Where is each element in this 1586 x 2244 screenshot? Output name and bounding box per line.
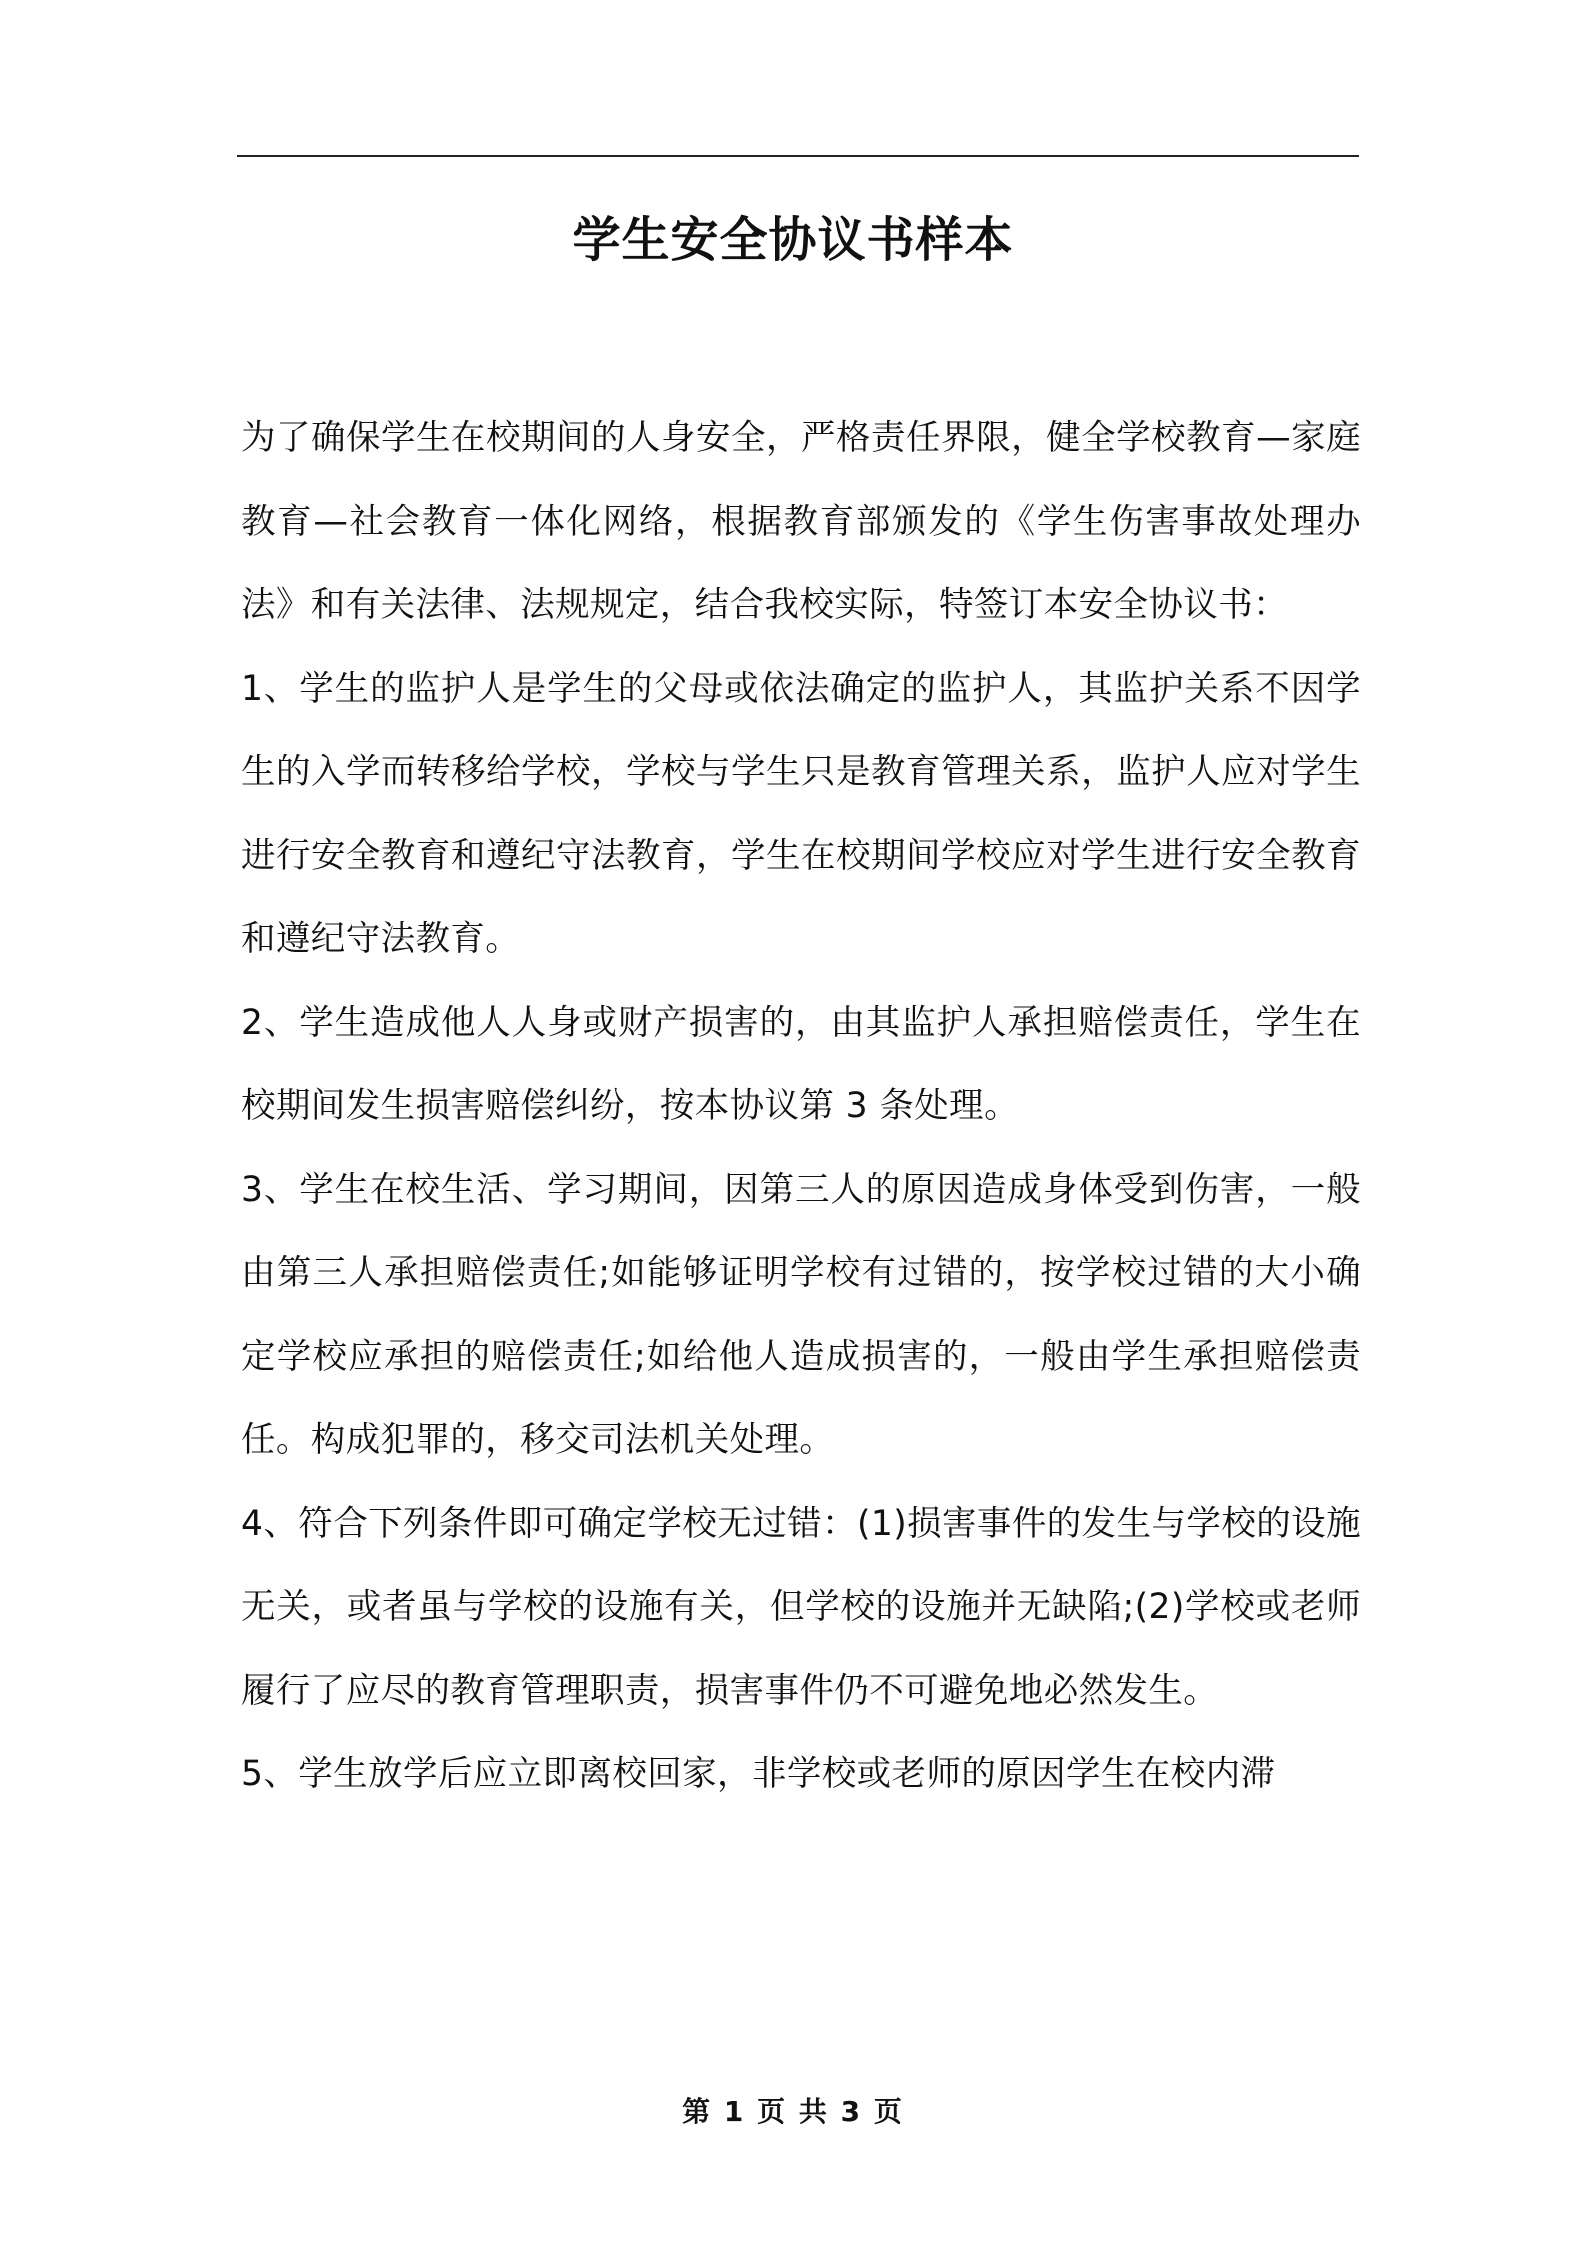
clause-5-paragraph: 5、学生放学后应立即离校回家，非学校或老师的原因学生在校内滞 (241, 1754, 1276, 1794)
header-rule (237, 155, 1359, 157)
clause-4-paragraph: 4、符合下列条件即可确定学校无过错：(1)损害事件的发生与学校的设施无关，或者虽与学校的设施有关，但学校的设施并无缺陷;(2)学校或老师履行了应尽的教育管理职责，损害事件仍不可避免地必然发生。 (241, 1503, 1361, 1711)
intro-paragraph: 为了确保学生在校期间的人身安全，严格责任界限，健全学校教育—家庭教育—社会教育一体化网络，根据教育部颁发的《学生伤害事故处理办法》和有关法律、法规规定，结合我校实际，特签订本安全协议书： (241, 418, 1361, 625)
clause-2-paragraph: 2、学生造成他人人身或财产损害的，由其监护人承担赔偿责任，学生在校期间发生损害赔偿纠纷，按本协议第 3 条处理。 (241, 1002, 1361, 1126)
page-footer (0, 2095, 1586, 2129)
document-title: 学生安全协议书样本 (572, 212, 1014, 268)
document-body (241, 397, 1361, 1817)
page-number-label: 第 1 页 共 3 页 (682, 2095, 904, 2128)
clause-1-paragraph: 1、学生的监护人是学生的父母或依法确定的监护人，其监护关系不因学生的入学而转移给学校，学校与学生只是教育管理关系，监护人应对学生进行安全教育和遵纪守法教育，学生在校期间学校应对学生进行安全教育和遵纪守法教育。 (241, 668, 1361, 959)
clause-3-paragraph: 3、学生在校生活、学习期间，因第三人的原因造成身体受到伤害，一般由第三人承担赔偿责任;如能够证明学校有过错的，按学校过错的大小确定学校应承担的赔偿责任;如给他人造成损害的，一般由学生承担赔偿责任。构成犯罪的，移交司法机关处理。 (241, 1169, 1361, 1460)
